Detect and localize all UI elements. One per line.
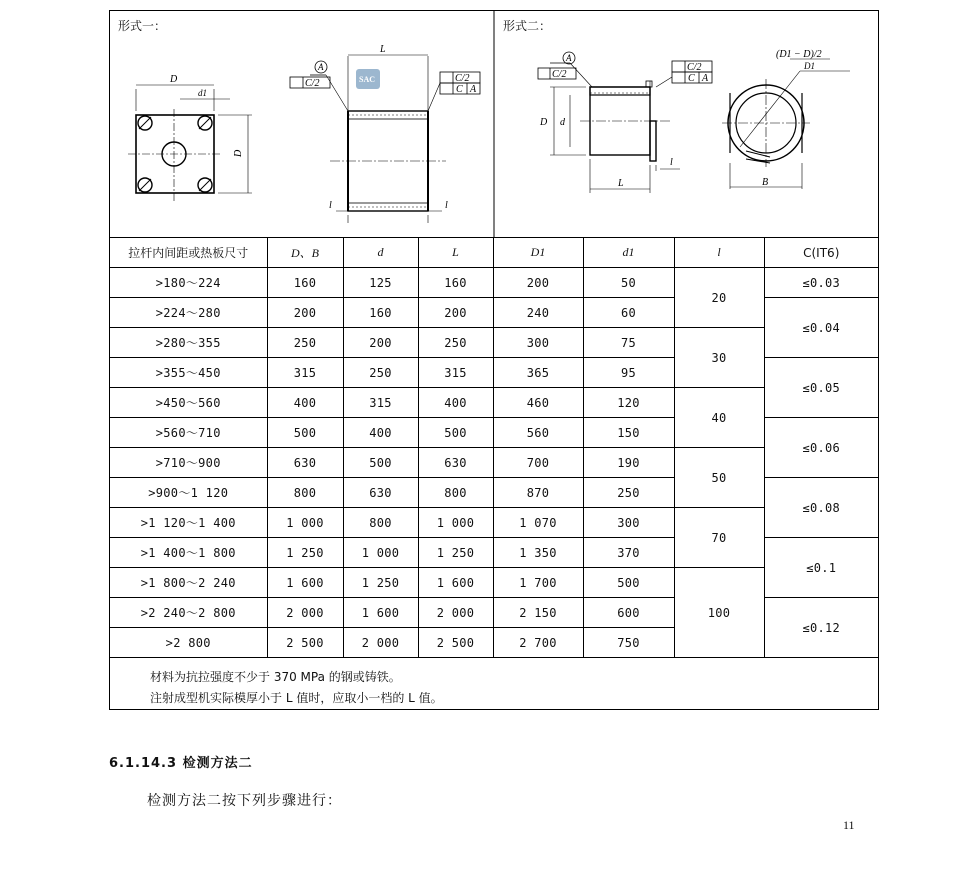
form1-tol-left: C/2 [305, 78, 320, 89]
form2-label-B: B [762, 177, 769, 188]
cell-d1: 370 [583, 538, 674, 568]
form2-end-view [722, 59, 850, 189]
cell-l-group: 70 [674, 508, 764, 568]
cell-d1: 300 [583, 508, 674, 538]
form1-label-l-right: l [445, 200, 448, 211]
cell-d: 2 000 [343, 628, 418, 658]
cell-d1: 150 [583, 418, 674, 448]
table-notes [110, 660, 878, 709]
form2-tol-right-1: C/2 [687, 62, 702, 73]
form1-tol-right-2a: C [456, 84, 463, 95]
cell-C-group: ≤0.12 [764, 598, 878, 658]
cell-L: 2 000 [418, 598, 493, 628]
form1-label-L: L [380, 44, 386, 55]
form2-label: 形式二： [503, 19, 552, 33]
cell-DB: 800 [267, 478, 343, 508]
cell-d1: 60 [583, 298, 674, 328]
form2-label-L: L [618, 178, 624, 189]
cell-range: >1 400～1 800 [110, 538, 267, 568]
cell-L: 250 [418, 328, 493, 358]
header-l: l [674, 238, 764, 268]
cell-range: >1 120～1 400 [110, 508, 267, 538]
cell-l-group: 20 [674, 268, 764, 328]
cell-d1: 75 [583, 328, 674, 358]
cell-d1: 95 [583, 358, 674, 388]
cell-L: 800 [418, 478, 493, 508]
header-range: 拉杆内间距或热板尺寸 [110, 238, 267, 268]
cell-DB: 1 600 [267, 568, 343, 598]
form1-label-D-top: D [170, 74, 178, 85]
cell-DB: 250 [267, 328, 343, 358]
form1-plate-view [128, 85, 252, 201]
cell-DB: 630 [267, 448, 343, 478]
technical-drawing [110, 11, 878, 237]
cell-L: 1 250 [418, 538, 493, 568]
note-mold-thickness: 注射成型机实际模厚小于 L 值时，应取小一档的 L 值。 [150, 691, 443, 705]
cell-d: 315 [343, 388, 418, 418]
table-row [110, 508, 878, 538]
logo-mark: SAC [359, 75, 376, 84]
form2-end-view-labels [762, 49, 822, 188]
cell-d: 1 250 [343, 568, 418, 598]
cell-d: 400 [343, 418, 418, 448]
cell-L: 160 [418, 268, 493, 298]
cell-d: 500 [343, 448, 418, 478]
cell-range: >710～900 [110, 448, 267, 478]
cell-D1: 1 350 [493, 538, 583, 568]
cell-range: >450～560 [110, 388, 267, 418]
header-C: C(IT6) [764, 238, 878, 268]
cell-DB: 1 000 [267, 508, 343, 538]
table-row [110, 388, 878, 418]
cell-L: 400 [418, 388, 493, 418]
cell-d: 250 [343, 358, 418, 388]
cell-d1: 190 [583, 448, 674, 478]
form1-label-l-left: l [329, 200, 332, 211]
form2-label-formula: (D1 − D)/2 [776, 49, 822, 60]
note-material: 材料为抗拉强度不少于 370 MPa 的钢或铸铁。 [150, 670, 401, 684]
cell-C-group: ≤0.03 [764, 268, 878, 298]
cell-d1: 250 [583, 478, 674, 508]
form1-label: 形式一： [118, 19, 167, 33]
form1-label-d1: d1 [198, 88, 207, 98]
header-L: L [418, 238, 493, 268]
form1-tol-right-2b: A [470, 84, 477, 95]
cell-D1: 365 [493, 358, 583, 388]
cell-L: 630 [418, 448, 493, 478]
cell-l-group: 30 [674, 328, 764, 388]
form2-label-D: D [540, 117, 548, 128]
form2-tol-right-2b: A [702, 73, 709, 84]
cell-d: 125 [343, 268, 418, 298]
cell-range: >280～355 [110, 328, 267, 358]
cell-range: >180～224 [110, 268, 267, 298]
cell-D1: 1 700 [493, 568, 583, 598]
header-DB: D、B [267, 238, 343, 268]
form1-tol-right-1: C/2 [455, 73, 470, 84]
cell-C-group: ≤0.05 [764, 358, 878, 418]
form2-label-A: A [566, 53, 572, 63]
cell-range: >900～1 120 [110, 478, 267, 508]
cell-range: >224～280 [110, 298, 267, 328]
cell-DB: 315 [267, 358, 343, 388]
dimension-table [110, 237, 878, 658]
header-d: d [343, 238, 418, 268]
cell-D1: 700 [493, 448, 583, 478]
cell-d: 160 [343, 298, 418, 328]
cell-DB: 1 250 [267, 538, 343, 568]
cell-C-group: ≤0.06 [764, 418, 878, 478]
cell-D1: 460 [493, 388, 583, 418]
cell-d: 1 600 [343, 598, 418, 628]
form2-tol-right-2a: C [688, 73, 695, 84]
section-body: 检测方法二按下列步骤进行： [147, 793, 342, 809]
cell-L: 500 [418, 418, 493, 448]
cell-L: 1 600 [418, 568, 493, 598]
cell-D1: 300 [493, 328, 583, 358]
cell-D1: 2 150 [493, 598, 583, 628]
cell-C-group: ≤0.1 [764, 538, 878, 598]
cell-C-group: ≤0.08 [764, 478, 878, 538]
page-number: 11 [843, 818, 855, 832]
cell-C-group: ≤0.04 [764, 298, 878, 358]
cell-d1: 120 [583, 388, 674, 418]
form2-label-d: d [560, 117, 565, 128]
figure-area [110, 11, 878, 237]
header-D1: D1 [493, 238, 583, 268]
cell-DB: 400 [267, 388, 343, 418]
form1-label-D-side: D [233, 149, 244, 157]
cell-D1: 870 [493, 478, 583, 508]
form1-bushing-labels [305, 44, 477, 211]
figure-table-frame [109, 10, 879, 710]
cell-L: 315 [418, 358, 493, 388]
cell-d1: 500 [583, 568, 674, 598]
cell-DB: 160 [267, 268, 343, 298]
cell-d1: 600 [583, 598, 674, 628]
cell-D1: 200 [493, 268, 583, 298]
header-d1: d1 [583, 238, 674, 268]
form2-tol-left: C/2 [552, 69, 567, 80]
cell-D1: 240 [493, 298, 583, 328]
cell-d: 200 [343, 328, 418, 358]
cell-L: 2 500 [418, 628, 493, 658]
cell-L: 1 000 [418, 508, 493, 538]
cell-range: >560～710 [110, 418, 267, 448]
cell-D1: 560 [493, 418, 583, 448]
cell-range: >1 800～2 240 [110, 568, 267, 598]
table-header-row [110, 238, 878, 268]
section-heading: 6.1.14.3 检测方法二 [109, 756, 253, 771]
cell-DB: 2 000 [267, 598, 343, 628]
cell-DB: 2 500 [267, 628, 343, 658]
cell-range: >2 240～2 800 [110, 598, 267, 628]
form2-label-l: l [670, 157, 673, 168]
form2-label-D1: D1 [804, 61, 815, 71]
cell-d1: 750 [583, 628, 674, 658]
cell-d: 630 [343, 478, 418, 508]
table-row [110, 568, 878, 598]
cell-d: 800 [343, 508, 418, 538]
cell-D1: 1 070 [493, 508, 583, 538]
cell-d1: 50 [583, 268, 674, 298]
cell-l-group: 50 [674, 448, 764, 508]
cell-range: >355～450 [110, 358, 267, 388]
table-row [110, 328, 878, 358]
cell-l-group: 40 [674, 388, 764, 448]
cell-range: >2 800 [110, 628, 267, 658]
form1-label-A: A [318, 62, 324, 72]
cell-D1: 2 700 [493, 628, 583, 658]
table-row [110, 448, 878, 478]
cell-DB: 200 [267, 298, 343, 328]
cell-DB: 500 [267, 418, 343, 448]
cell-l-group: 100 [674, 568, 764, 658]
cell-L: 200 [418, 298, 493, 328]
table-row [110, 268, 878, 298]
cell-d: 1 000 [343, 538, 418, 568]
